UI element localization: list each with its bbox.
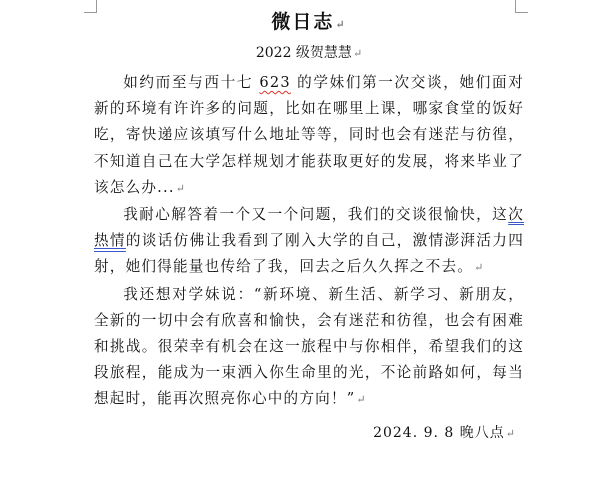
paragraph-mark-icon: ↵ xyxy=(505,426,516,440)
paragraph-2-text-a[interactable]: 我耐心解答着一个又一个问题，我们的交谈很愉快，这 xyxy=(123,206,509,224)
paragraph-3-text[interactable]: 我还想对学妹说：“新环境、新生活、新学习、新朋友，全新的一切中会有欣喜和愉快，会有迷茫和彷徨，也会有困难和挑战。很荣幸有机会在这一旅程中与你相伴，希望我们的这段旅程，能成为一束洒入你生命里的光，不论前路如何，每当想起时，能再次照亮你心中的方向！” xyxy=(94,285,524,408)
date-text[interactable]: 2024. 9. 8 晚八点 xyxy=(373,424,505,441)
author-text[interactable]: 2022 级贺慧慧 xyxy=(255,45,352,61)
paragraph-1-text-b[interactable]: 的学妹们第一次交谈，她们面对新的环境有许许多的问题，比如在哪里上课，哪家食堂的饭好吃，寄快递应该填写什么地址等等，同时也会有迷茫与彷徨，不知道自己在大学怎样规划才能获取更好的发展，将来毕业了该怎么办... xyxy=(94,74,524,196)
paragraph-2[interactable] xyxy=(94,202,524,282)
author-line[interactable] xyxy=(94,41,524,66)
paragraph-mark-icon: ↵ xyxy=(356,393,367,407)
paragraph-2-text-b[interactable]: 的谈话仿佛让我看到了刚入大学的自己，激情澎湃活力四射，她们得能量也传给了我，回去之后久久挥之不去。 xyxy=(94,232,524,276)
paragraph-mark-icon: ↵ xyxy=(335,18,347,31)
paragraph-3[interactable] xyxy=(94,282,524,414)
paragraph-mark-icon: ↵ xyxy=(352,47,363,60)
paragraph-1[interactable] xyxy=(94,70,524,202)
date-line[interactable] xyxy=(94,420,524,447)
grammar-flagged-text[interactable]: 次热情 xyxy=(94,206,524,250)
document-title[interactable] xyxy=(94,8,524,39)
paragraph-1-text-a[interactable]: 如约而至与西十七 xyxy=(123,74,260,91)
paragraph-mark-icon: ↵ xyxy=(474,261,485,275)
title-text[interactable]: 微日志 xyxy=(271,11,335,33)
document-page[interactable] xyxy=(94,8,524,447)
paragraph-mark-icon: ↵ xyxy=(175,181,187,195)
spellcheck-flagged-text[interactable]: 623 xyxy=(259,74,291,91)
